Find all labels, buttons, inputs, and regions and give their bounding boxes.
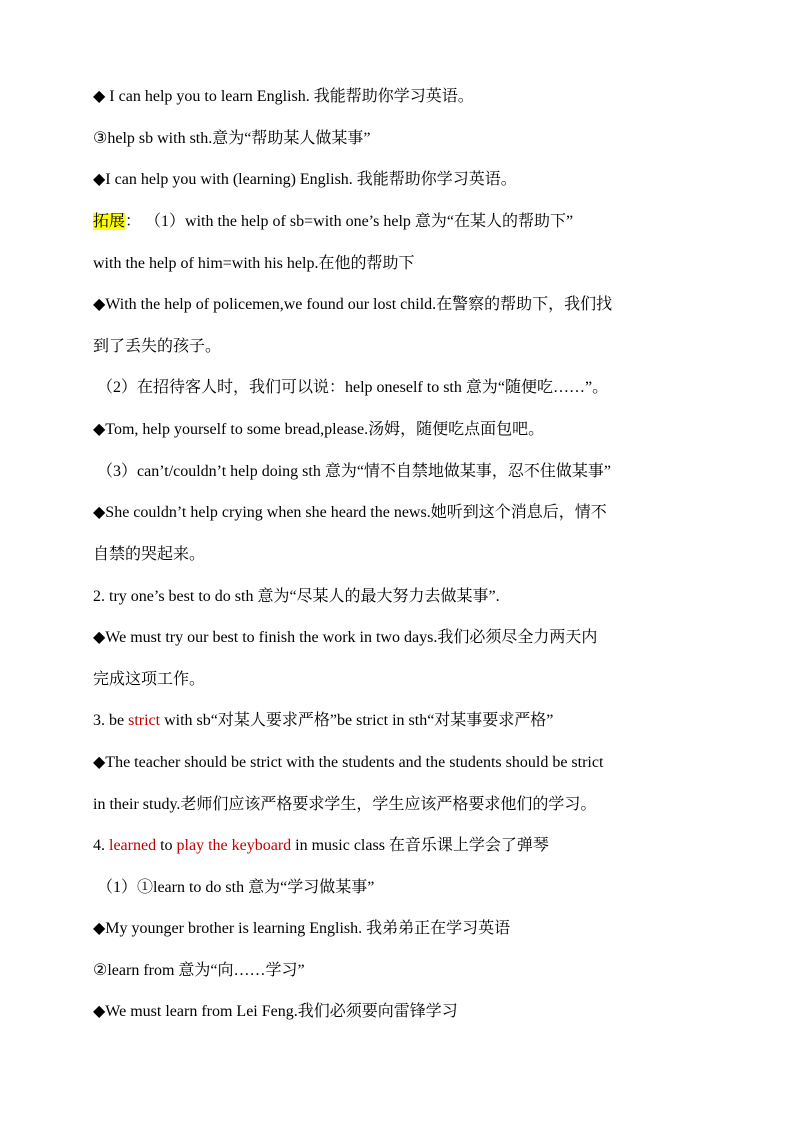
line-8: （2）在招待客人时，我们可以说：help oneself to sth 意为“随便吃……”。 [97, 379, 609, 396]
line-15: 完成这项工作。 [93, 671, 206, 688]
line-17: ◆The teacher should be strict with the students and the students should be strict [93, 754, 604, 771]
line-22: ②learn from 意为“向……学习” [93, 962, 305, 979]
line-5: with the help of him=with his help.在他的帮助下 [93, 255, 415, 272]
keyword-play-keyboard: play the keyboard [176, 837, 292, 854]
line-3: ◆I can help you with (learning) English. 我能帮助你学习英语。 [93, 171, 517, 188]
line-12: 自禁的哭起来。 [93, 546, 206, 563]
line-2: ③help sb with sth.意为“帮助某人做某事” [93, 130, 371, 147]
line-4 [93, 211, 703, 233]
extension-tag: 拓展 [93, 213, 126, 230]
line-10: （3）can’t/couldn’t help doing sth 意为“情不自禁地做某事，忍不住做某事” [97, 463, 612, 480]
line-4-text: ： （1）with the help of sb=with one’s help 意为“在某人的帮助下” [125, 213, 574, 230]
line-14: ◆We must try our best to finish the work in two days.我们必须尽全力两天内 [93, 629, 598, 646]
line-19-mid: to [156, 837, 177, 854]
keyword-strict: strict [128, 712, 161, 729]
line-11: ◆She couldn’t help crying when she heard the news.她听到这个消息后，情不 [93, 504, 607, 521]
line-16-post: with sb“对某人要求严格”be strict in sth“对某事要求严格” [160, 712, 554, 729]
line-21: ◆My younger brother is learning English. 我弟弟正在学习英语 [93, 920, 511, 937]
line-19-pre: 4. [93, 837, 109, 854]
line-7: 到了丢失的孩子。 [93, 338, 222, 355]
line-20: （1）①learn to do sth 意为“学习做某事” [97, 879, 375, 896]
line-23: ◆We must learn from Lei Feng.我们必须要向雷锋学习 [93, 1003, 458, 1020]
line-16-pre: 3. be [93, 712, 129, 729]
line-19 [93, 835, 703, 857]
line-1: ◆ I can help you to learn English. 我能帮助你学习英语。 [93, 88, 474, 105]
line-6: ◆With the help of policemen,we found our lost child.在警察的帮助下，我们找 [93, 296, 613, 313]
line-13: 2. try one’s best to do sth 意为“尽某人的最大努力去做某事”. [93, 588, 500, 605]
keyword-learned: learned [109, 837, 157, 854]
line-9: ◆Tom, help yourself to some bread,please.汤姆，随便吃点面包吧。 [93, 421, 545, 438]
line-18: in their study.老师们应该严格要求学生，学生应该严格要求他们的学习。 [93, 796, 597, 813]
line-16 [93, 710, 703, 732]
line-19-post: in music class 在音乐课上学会了弹琴 [291, 837, 549, 854]
